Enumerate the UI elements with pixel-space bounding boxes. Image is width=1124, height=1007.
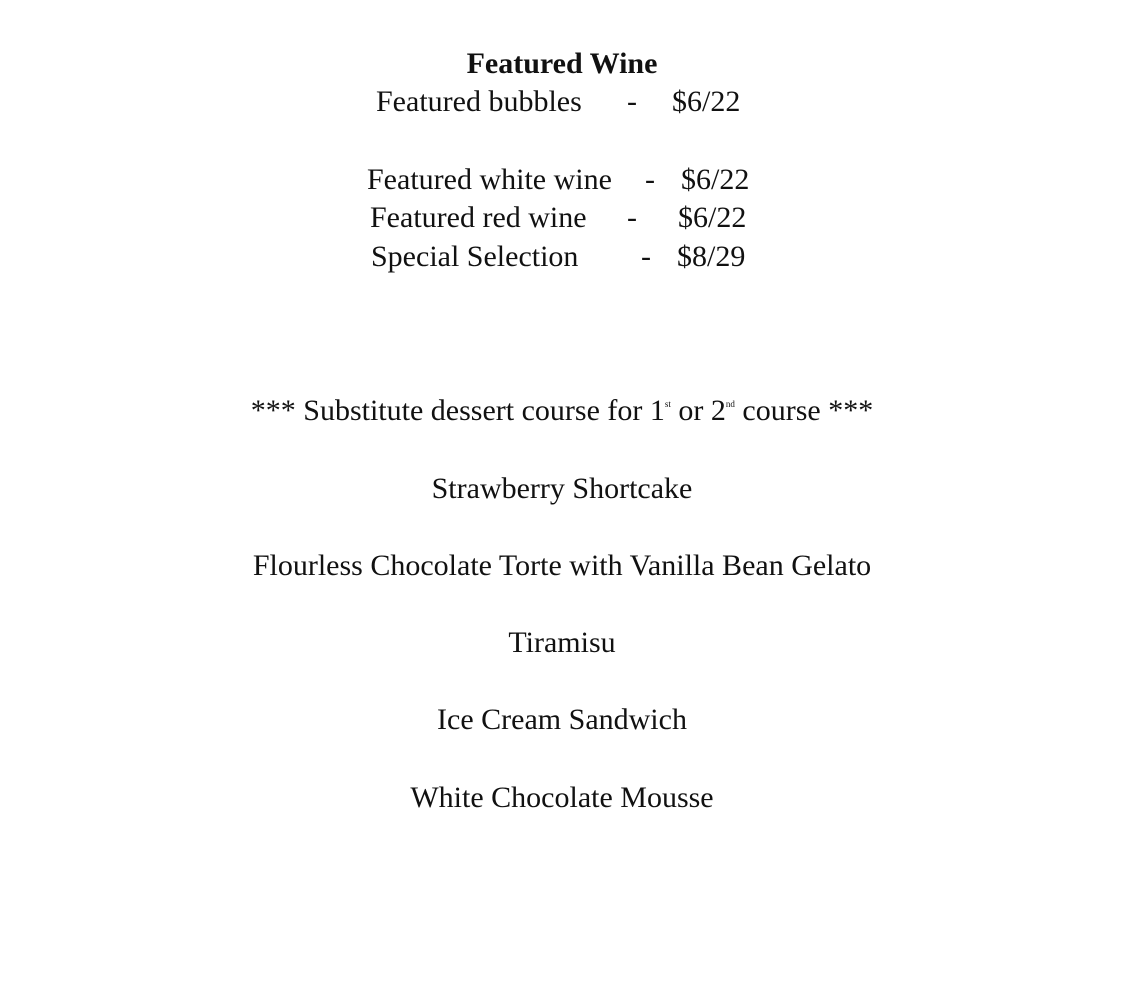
wine-item-name: Featured bubbles bbox=[376, 85, 582, 118]
wine-item-name: Featured white wine bbox=[367, 163, 612, 196]
wine-item-name: Featured red wine bbox=[370, 201, 587, 234]
wine-item-dash: - bbox=[641, 240, 651, 273]
dessert-item: Strawberry Shortcake bbox=[431, 472, 693, 505]
note-prefix: *** Substitute dessert course for 1 bbox=[250, 394, 665, 427]
dessert-item: White Chocolate Mousse bbox=[410, 781, 714, 814]
note-superscript-st: st bbox=[664, 399, 671, 409]
wine-item-price: $6/22 bbox=[678, 201, 747, 234]
note-suffix: course *** bbox=[734, 394, 874, 427]
dessert-item: Flourless Chocolate Torte with Vanilla Bean Gelato bbox=[252, 549, 872, 582]
dessert-item: Tiramisu bbox=[508, 626, 616, 659]
dessert-item: Ice Cream Sandwich bbox=[437, 703, 687, 736]
dessert-substitution-note bbox=[0, 393, 1124, 429]
wine-item-dash: - bbox=[645, 163, 655, 196]
wine-item-price: $6/22 bbox=[672, 85, 741, 118]
featured-wine-heading: Featured Wine bbox=[466, 47, 658, 80]
wine-item-price: $8/29 bbox=[677, 240, 746, 273]
wine-item-special-selection bbox=[0, 239, 1124, 383]
wine-item-dash: - bbox=[627, 201, 637, 234]
wine-item-name: Special Selection bbox=[371, 240, 579, 273]
note-middle: or 2 bbox=[670, 394, 726, 427]
wine-item-price: $6/22 bbox=[681, 163, 750, 196]
wine-item-dash: - bbox=[627, 85, 637, 118]
note-superscript-nd: nd bbox=[725, 399, 735, 409]
